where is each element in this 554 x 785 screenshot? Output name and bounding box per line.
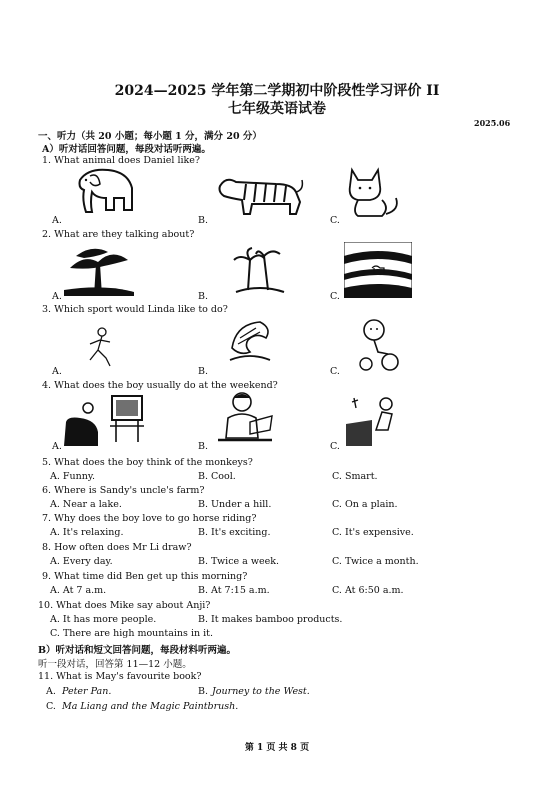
elephant-image xyxy=(68,166,140,218)
exam-title: 2024—2025 学年第二学期初中阶段性学习评价 II xyxy=(114,83,440,99)
q11-option-a: Peter Pan. xyxy=(62,686,112,697)
question-9: 9. What time did Ben get up this morning? xyxy=(42,571,248,582)
page-footer: 第 1 页 共 8 页 xyxy=(244,743,310,753)
question-4: 4. What does the boy usually do at the weekend? xyxy=(42,380,278,391)
pine-tree-landscape-image xyxy=(64,240,134,298)
q5-option-b: B. Cool. xyxy=(198,471,236,482)
part-b-instruction: 听一段对话，回答第 11—12 小题。 xyxy=(38,659,192,670)
q2-option-a: A. xyxy=(52,291,62,302)
watching-tv-image xyxy=(62,392,148,450)
surfing-wave-image xyxy=(226,318,274,368)
q6-option-b: B. Under a hill. xyxy=(198,499,272,510)
question-8: 8. How often does Mr Li draw? xyxy=(42,542,192,553)
question-5: 5. What does the boy think of the monkeys? xyxy=(42,457,253,468)
q11-option-b: Journey to the West. xyxy=(212,686,310,697)
question-3: 3. Which sport would Linda like to do? xyxy=(42,304,228,315)
q4-option-c: C. xyxy=(330,441,340,452)
cycling-girl-image xyxy=(356,316,402,374)
palm-island-image xyxy=(232,246,288,296)
exam-date: 2025.06 xyxy=(474,118,511,128)
question-6: 6. Where is Sandy's uncle's farm? xyxy=(42,485,205,496)
q4-option-a: A. xyxy=(52,441,62,452)
part-b-heading: B）听对话和短文回答问题，每段材料听两遍。 xyxy=(38,645,237,656)
section-heading: 一、听力（共 20 小题；每小题 1 分，满分 20 分） xyxy=(38,131,262,142)
question-10: 10. What does Mike say about Anji? xyxy=(38,600,211,611)
q3-option-b: B. xyxy=(198,366,209,377)
q11-option-c: Ma Liang and the Magic Paintbrush. xyxy=(62,701,239,712)
painting-boy-image xyxy=(346,394,402,448)
q8-option-b: B. Twice a week. xyxy=(198,556,279,567)
q7-option-a: A. It's relaxing. xyxy=(50,527,124,538)
q9-option-a: A. At 7 a.m. xyxy=(50,585,107,596)
tiger-image xyxy=(216,172,304,218)
running-girl-image xyxy=(80,326,120,368)
q10-option-a: A. It has more people. xyxy=(50,614,157,625)
q2-option-b: B. xyxy=(198,291,209,302)
q3-option-c: C. xyxy=(330,366,340,377)
reading-book-image xyxy=(214,390,276,448)
q6-option-a: A. Near a lake. xyxy=(50,499,122,510)
q3-option-a: A. xyxy=(52,366,62,377)
part-a-heading: A）听对话回答问题，每段对话听两遍。 xyxy=(42,144,211,155)
q10-option-b: B. It makes bamboo products. xyxy=(198,614,343,625)
q1-option-b: B. xyxy=(198,215,209,226)
q7-option-c: C. It's expensive. xyxy=(332,527,414,538)
q11-option-c-letter: C. xyxy=(46,701,56,712)
cat-image xyxy=(342,164,402,220)
q6-option-c: C. On a plain. xyxy=(332,499,398,510)
q7-option-b: B. It's exciting. xyxy=(198,527,271,538)
question-11: 11. What is May's favourite book? xyxy=(38,671,202,682)
q5-option-c: C. Smart. xyxy=(332,471,378,482)
exam-subtitle: 七年级英语试卷 xyxy=(228,101,326,117)
q11-option-a-letter: A. xyxy=(46,686,56,697)
desert-camel-image xyxy=(344,242,412,298)
q10-option-c: C. There are high mountains in it. xyxy=(50,628,214,639)
question-1: 1. What animal does Daniel like? xyxy=(42,155,201,166)
q2-option-c: C. xyxy=(330,291,340,302)
q9-option-b: B. At 7:15 a.m. xyxy=(198,585,270,596)
q5-option-a: A. Funny. xyxy=(50,471,95,482)
question-2: 2. What are they talking about? xyxy=(42,229,195,240)
q4-option-b: B. xyxy=(198,441,209,452)
q1-option-c: C. xyxy=(330,215,340,226)
q8-option-c: C. Twice a month. xyxy=(332,556,419,567)
q1-option-a: A. xyxy=(52,215,62,226)
q11-option-b-letter: B. xyxy=(198,686,209,697)
q9-option-c: C. At 6:50 a.m. xyxy=(332,585,404,596)
q8-option-a: A. Every day. xyxy=(50,556,113,567)
question-7: 7. Why does the boy love to go horse riding? xyxy=(42,513,257,524)
